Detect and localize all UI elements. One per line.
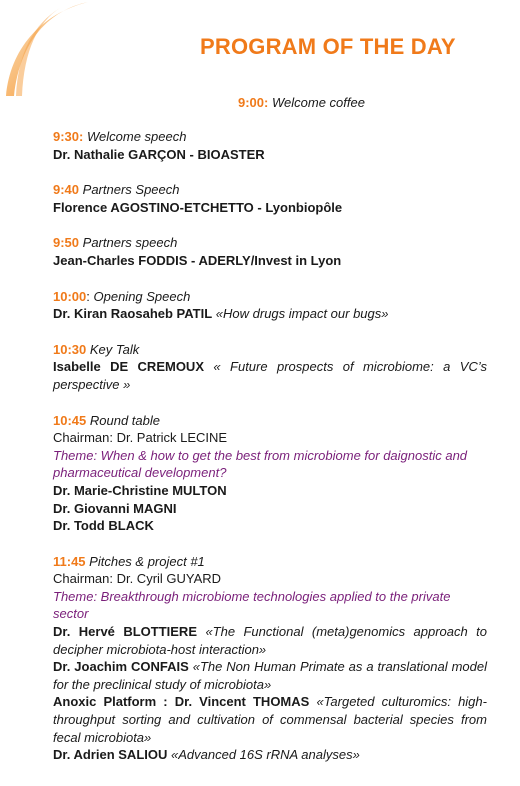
pitch-talk: «Advanced 16S rRNA analyses» <box>171 747 360 763</box>
pitch-talk: «The Non Human Primate as a translational model for the preclinical study of microbiota» <box>53 659 487 692</box>
item-speaker: Jean-Charles FODDIS - ADERLY/Invest in Lyon <box>53 252 342 268</box>
item-time: 11:45 <box>53 553 86 569</box>
item-kind: Partners Speech <box>82 182 180 198</box>
item-time: 10:30 <box>53 341 87 357</box>
item-kind: Partners speech <box>82 235 178 251</box>
item-kind: Opening Speech <box>93 288 191 304</box>
program-item <box>53 288 487 323</box>
item-kind: Key Talk <box>89 341 140 357</box>
item-kind: Round table <box>89 412 160 428</box>
item-time: 9:40 <box>53 182 80 198</box>
pitch-speaker: Dr. Hervé BLOTTIERE <box>53 624 197 640</box>
item-time: 9:30: <box>53 129 84 144</box>
round-table-theme: Theme: When & how to get the best from microbiome for daignostic and pharmaceutical development? <box>53 447 468 481</box>
program-item <box>53 234 487 269</box>
orange-swoosh-icon <box>0 0 90 100</box>
program-item <box>53 181 487 216</box>
program-item <box>53 128 487 163</box>
item-kind: Welcome speech <box>86 129 187 144</box>
pitch-speaker: Dr. Joachim CONFAIS <box>53 659 189 675</box>
program-item <box>53 341 487 394</box>
item-speaker: Isabelle DE CREMOUX <box>53 359 204 375</box>
item-speaker: Florence AGOSTINO-ETCHETTO - Lyonbiopôle <box>53 199 343 215</box>
item-time: 9:50 <box>53 235 80 251</box>
welcome-label: Welcome coffee <box>271 95 365 110</box>
item-kind: Pitches & project #1 <box>89 553 205 569</box>
pitches-item <box>53 553 487 764</box>
item-talk: «How drugs impact our bugs» <box>215 306 389 322</box>
item-time: 10:45 <box>53 412 87 428</box>
pitch-talk: «The Functional (meta)genomics approach to decipher microbiota-host interaction» <box>53 624 487 657</box>
pitches-theme: Theme: Breakthrough microbiome technologies applied to the private sector <box>53 588 451 622</box>
welcome-time: 9:00: <box>238 95 269 110</box>
item-speaker: Dr. Kiran Raosaheb PATIL <box>53 306 213 322</box>
panelist: Dr. Giovanni MAGNI <box>53 500 177 516</box>
program-list <box>53 128 487 782</box>
item-talk: « Future prospects of microbiome: a VC’s perspective » <box>53 359 487 392</box>
pitch-speaker: Anoxic Platform : Dr. Vincent THOMAS <box>53 694 310 710</box>
item-separator: : <box>86 288 90 304</box>
round-table-item <box>53 412 487 535</box>
round-table-chair: Chairman: Dr. Patrick LECINE <box>53 430 228 446</box>
welcome-entry <box>238 95 365 110</box>
pitch-speaker: Dr. Adrien SALIOU <box>53 747 168 763</box>
page-title: PROGRAM OF THE DAY <box>200 34 456 59</box>
panelist: Dr. Marie-Christine MULTON <box>53 482 227 498</box>
pitch-talk: «Targeted culturomics: high-throughput sorting and cultivation of commensal bacterial species from fecal microbiota» <box>53 694 487 745</box>
item-speaker: Dr. Nathalie GARÇON - BIOASTER <box>53 146 265 162</box>
pitches-chair: Chairman: Dr. Cyril GUYARD <box>53 571 222 587</box>
panelist: Dr. Todd BLACK <box>53 518 154 534</box>
item-time: 10:00 <box>53 288 87 304</box>
